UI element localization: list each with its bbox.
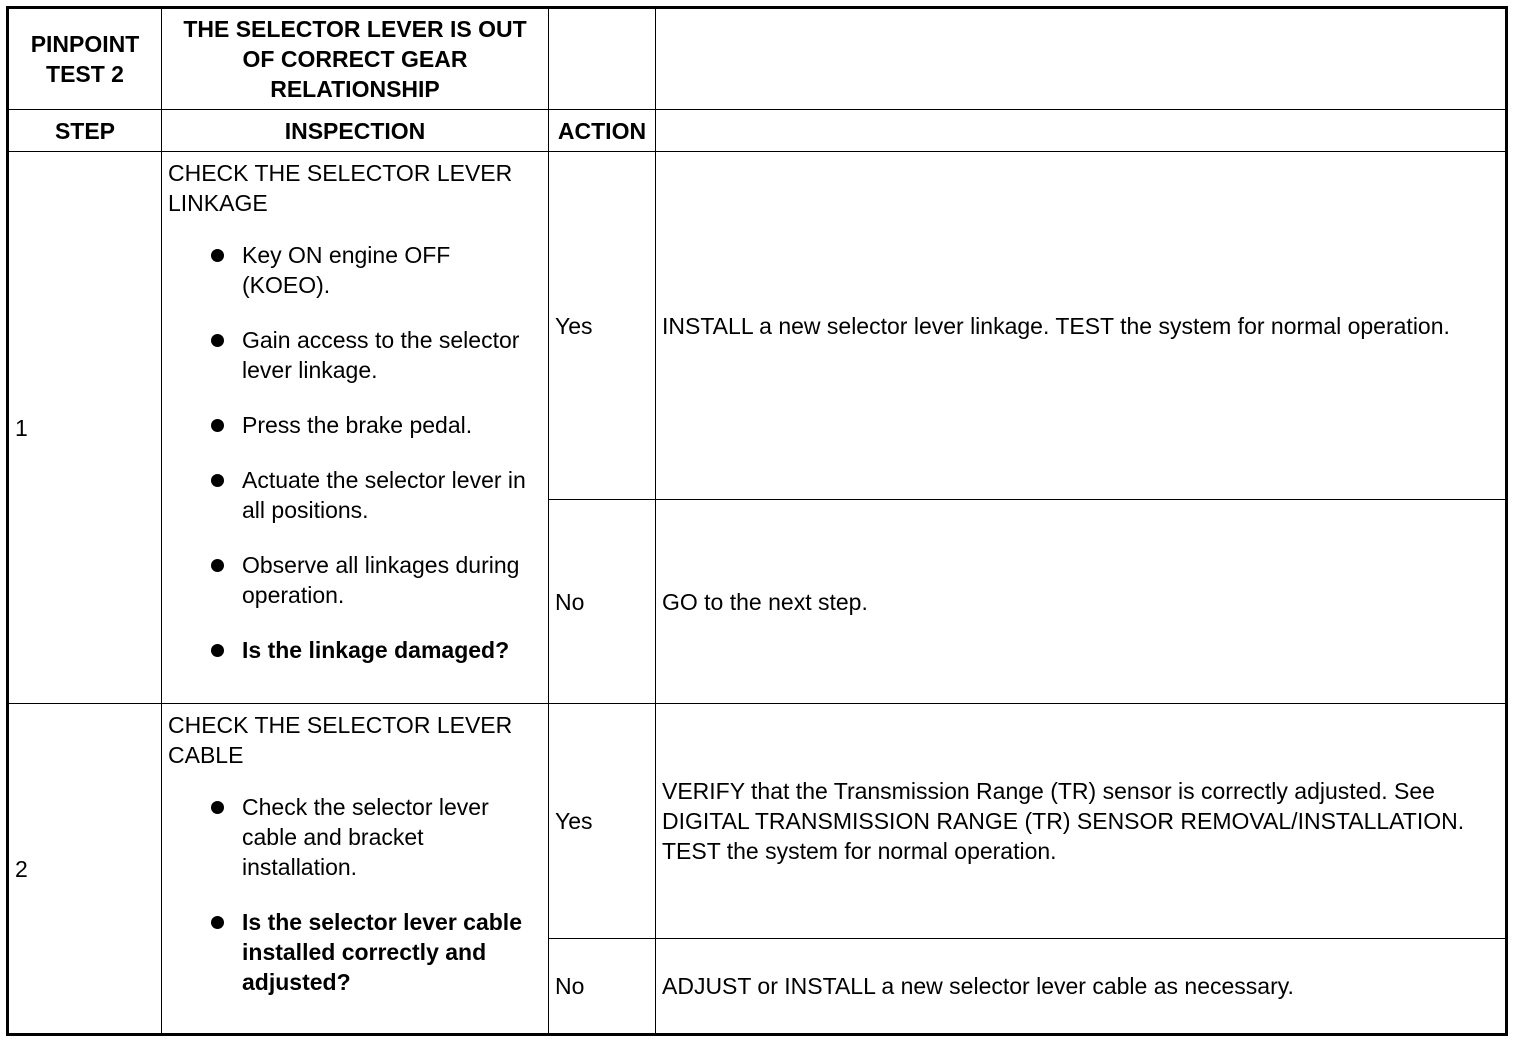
action-text: VERIFY that the Transmission Range (TR) sensor is correctly adjusted. See DIGITAL TRANSMISSION RANGE (TR) SENSOR REMOVAL/INSTALLATION. TEST the system for normal operation.	[656, 704, 1507, 939]
pinpoint-test-table	[6, 6, 1508, 1036]
bullet-icon	[211, 916, 224, 929]
step-number: 1	[8, 152, 162, 704]
bullet-icon	[211, 559, 224, 572]
inspection-list	[168, 792, 542, 997]
pinpoint-test-title: THE SELECTOR LEVER IS OUT OF CORRECT GEAR RELATIONSHIP	[162, 8, 549, 110]
title-row	[8, 8, 1507, 110]
list-item-question: Is the selector lever cable installed correctly and adjusted?	[168, 907, 542, 997]
empty-header-cell	[656, 8, 1507, 110]
list-item: Press the brake pedal.	[168, 410, 542, 440]
answer-yes: Yes	[549, 152, 656, 500]
step-1-yes-row	[8, 152, 1507, 500]
answer-yes: Yes	[549, 704, 656, 939]
list-item: Actuate the selector lever in all positions.	[168, 465, 542, 525]
bullet-icon	[211, 644, 224, 657]
column-header-action: ACTION	[549, 110, 656, 152]
list-item-question: Is the linkage damaged?	[168, 635, 542, 665]
empty-header-cell	[549, 8, 656, 110]
bullet-icon	[211, 249, 224, 262]
step-2-yes-row	[8, 704, 1507, 939]
list-item: Observe all linkages during operation.	[168, 550, 542, 610]
list-item: Key ON engine OFF (KOEO).	[168, 240, 542, 300]
bullet-icon	[211, 419, 224, 432]
answer-no: No	[549, 939, 656, 1035]
step-number: 2	[8, 704, 162, 1035]
column-header-step: STEP	[8, 110, 162, 152]
step-title: CHECK THE SELECTOR LEVER CABLE	[168, 712, 513, 768]
column-header-inspection: INSPECTION	[162, 110, 549, 152]
list-item: Gain access to the selector lever linkage.	[168, 325, 542, 385]
action-text: INSTALL a new selector lever linkage. TEST the system for normal operation.	[656, 152, 1507, 500]
bullet-icon	[211, 801, 224, 814]
inspection-list	[168, 240, 542, 665]
step-title: CHECK THE SELECTOR LEVER LINKAGE	[168, 160, 513, 216]
bullet-icon	[211, 334, 224, 347]
empty-header-cell	[656, 110, 1507, 152]
answer-no: No	[549, 500, 656, 704]
step-1-inspection	[162, 152, 549, 704]
column-header-row	[8, 110, 1507, 152]
pinpoint-test-label: PINPOINT TEST 2	[8, 8, 162, 110]
step-2-inspection	[162, 704, 549, 1035]
list-item: Check the selector lever cable and bracket installation.	[168, 792, 542, 882]
action-text: GO to the next step.	[656, 500, 1507, 704]
action-text: ADJUST or INSTALL a new selector lever cable as necessary.	[656, 939, 1507, 1035]
bullet-icon	[211, 474, 224, 487]
